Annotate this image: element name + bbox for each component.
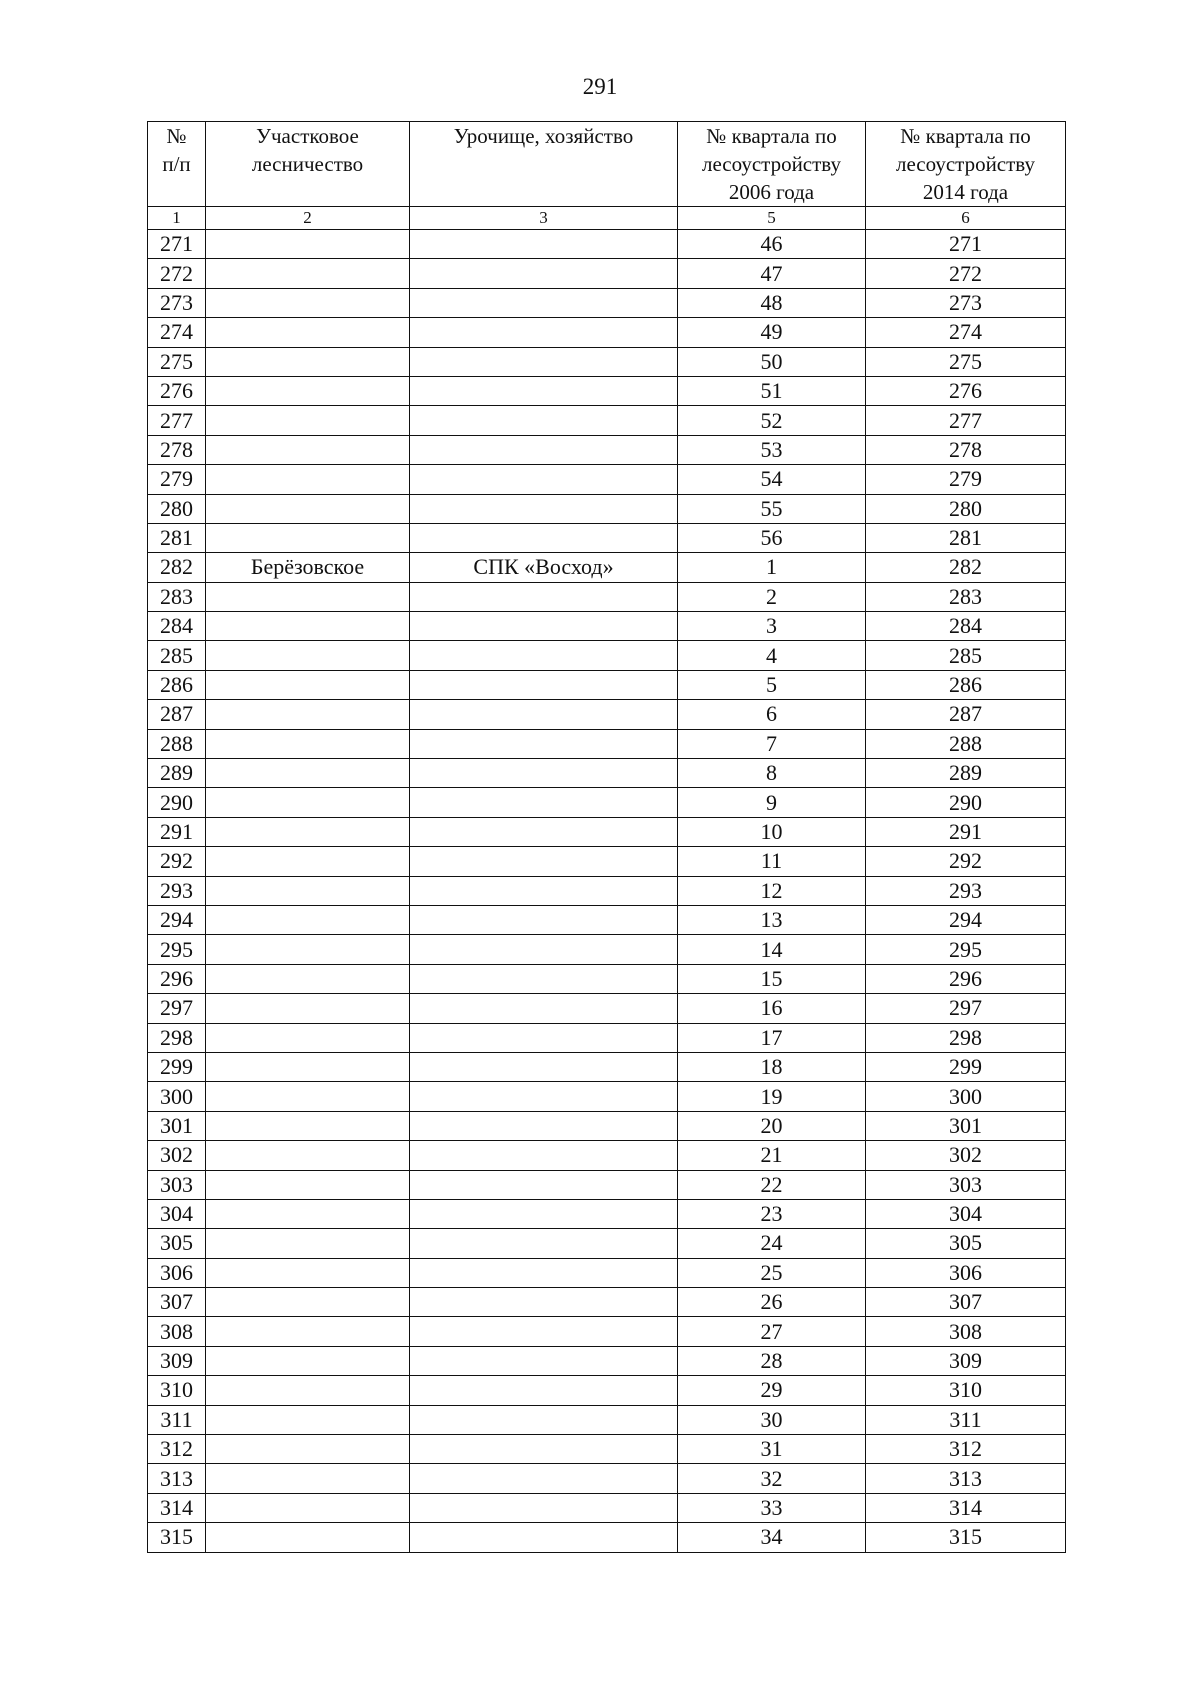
table-row — [148, 700, 1066, 729]
cell-tract — [410, 1199, 678, 1228]
cell-forestry — [206, 1346, 410, 1375]
header-cell-forestry: Участковое лесничество — [206, 122, 410, 207]
cell-tract — [410, 641, 678, 670]
cell-quarter-2006: 16 — [678, 994, 866, 1023]
cell-tract — [410, 1464, 678, 1493]
cell-number: 293 — [148, 876, 206, 905]
cell-quarter-2014: 277 — [866, 406, 1066, 435]
column-number: 5 — [678, 207, 866, 230]
cell-forestry — [206, 347, 410, 376]
cell-number: 295 — [148, 935, 206, 964]
column-number: 6 — [866, 207, 1066, 230]
table-row — [148, 788, 1066, 817]
table-row — [148, 376, 1066, 405]
cell-number: 302 — [148, 1141, 206, 1170]
cell-number: 292 — [148, 847, 206, 876]
quarter-table — [147, 121, 1066, 1553]
cell-quarter-2006: 3 — [678, 612, 866, 641]
cell-quarter-2006: 47 — [678, 259, 866, 288]
cell-tract — [410, 759, 678, 788]
cell-quarter-2014: 298 — [866, 1023, 1066, 1052]
cell-forestry — [206, 1170, 410, 1199]
cell-forestry — [206, 1199, 410, 1228]
cell-tract — [410, 1111, 678, 1140]
cell-quarter-2014: 310 — [866, 1376, 1066, 1405]
cell-forestry — [206, 700, 410, 729]
cell-number: 279 — [148, 465, 206, 494]
cell-forestry — [206, 964, 410, 993]
cell-number: 272 — [148, 259, 206, 288]
cell-quarter-2014: 291 — [866, 817, 1066, 846]
cell-quarter-2014: 299 — [866, 1052, 1066, 1081]
cell-tract — [410, 1258, 678, 1287]
cell-number: 288 — [148, 729, 206, 758]
cell-forestry — [206, 759, 410, 788]
cell-tract — [410, 523, 678, 552]
table-row — [148, 1141, 1066, 1170]
table-row — [148, 465, 1066, 494]
cell-number: 297 — [148, 994, 206, 1023]
cell-quarter-2014: 313 — [866, 1464, 1066, 1493]
cell-quarter-2014: 293 — [866, 876, 1066, 905]
cell-tract — [410, 494, 678, 523]
cell-number: 305 — [148, 1229, 206, 1258]
cell-quarter-2006: 34 — [678, 1523, 866, 1552]
cell-quarter-2006: 18 — [678, 1052, 866, 1081]
cell-quarter-2006: 7 — [678, 729, 866, 758]
cell-tract — [410, 1288, 678, 1317]
table-row — [148, 905, 1066, 934]
cell-tract — [410, 935, 678, 964]
cell-quarter-2006: 19 — [678, 1082, 866, 1111]
table-row — [148, 523, 1066, 552]
cell-tract — [410, 1376, 678, 1405]
cell-quarter-2014: 302 — [866, 1141, 1066, 1170]
cell-forestry — [206, 847, 410, 876]
cell-forestry — [206, 876, 410, 905]
cell-forestry — [206, 1052, 410, 1081]
table-row — [148, 876, 1066, 905]
cell-tract — [410, 1405, 678, 1434]
cell-tract — [410, 994, 678, 1023]
cell-quarter-2006: 53 — [678, 435, 866, 464]
cell-quarter-2006: 4 — [678, 641, 866, 670]
cell-forestry — [206, 1111, 410, 1140]
header-cell-tract: Урочище, хозяйство — [410, 122, 678, 207]
cell-quarter-2014: 315 — [866, 1523, 1066, 1552]
cell-quarter-2006: 22 — [678, 1170, 866, 1199]
cell-quarter-2014: 304 — [866, 1199, 1066, 1228]
table-row — [148, 1082, 1066, 1111]
cell-tract — [410, 700, 678, 729]
cell-forestry — [206, 376, 410, 405]
cell-quarter-2014: 292 — [866, 847, 1066, 876]
table-row — [148, 1111, 1066, 1140]
table-row — [148, 1288, 1066, 1317]
cell-quarter-2006: 20 — [678, 1111, 866, 1140]
cell-forestry — [206, 1023, 410, 1052]
cell-tract — [410, 1170, 678, 1199]
cell-forestry — [206, 1523, 410, 1552]
cell-tract — [410, 612, 678, 641]
cell-quarter-2006: 14 — [678, 935, 866, 964]
cell-tract — [410, 788, 678, 817]
cell-number: 314 — [148, 1493, 206, 1522]
table-row — [148, 817, 1066, 846]
cell-number: 286 — [148, 670, 206, 699]
cell-quarter-2014: 311 — [866, 1405, 1066, 1434]
cell-quarter-2006: 10 — [678, 817, 866, 846]
cell-forestry — [206, 788, 410, 817]
cell-number: 303 — [148, 1170, 206, 1199]
cell-number: 273 — [148, 288, 206, 317]
cell-number: 287 — [148, 700, 206, 729]
cell-quarter-2014: 274 — [866, 318, 1066, 347]
cell-quarter-2014: 281 — [866, 523, 1066, 552]
table-row — [148, 318, 1066, 347]
cell-tract — [410, 1023, 678, 1052]
table-header-row — [148, 122, 1066, 207]
cell-number: 282 — [148, 553, 206, 582]
cell-tract — [410, 1052, 678, 1081]
cell-quarter-2014: 295 — [866, 935, 1066, 964]
cell-tract — [410, 435, 678, 464]
cell-quarter-2014: 309 — [866, 1346, 1066, 1375]
cell-tract — [410, 318, 678, 347]
cell-quarter-2006: 6 — [678, 700, 866, 729]
cell-tract — [410, 1229, 678, 1258]
cell-quarter-2014: 290 — [866, 788, 1066, 817]
cell-quarter-2006: 56 — [678, 523, 866, 552]
cell-number: 315 — [148, 1523, 206, 1552]
cell-number: 309 — [148, 1346, 206, 1375]
cell-tract — [410, 905, 678, 934]
cell-number: 298 — [148, 1023, 206, 1052]
cell-tract — [410, 288, 678, 317]
cell-tract — [410, 1346, 678, 1375]
cell-quarter-2006: 29 — [678, 1376, 866, 1405]
cell-quarter-2014: 312 — [866, 1435, 1066, 1464]
cell-quarter-2006: 30 — [678, 1405, 866, 1434]
cell-quarter-2014: 279 — [866, 465, 1066, 494]
table-row — [148, 1493, 1066, 1522]
cell-number: 271 — [148, 230, 206, 259]
header-cell-quarter-2006: № квартала по лесоустройству 2006 года — [678, 122, 866, 207]
cell-tract — [410, 670, 678, 699]
cell-quarter-2006: 25 — [678, 1258, 866, 1287]
cell-quarter-2006: 52 — [678, 406, 866, 435]
cell-forestry — [206, 817, 410, 846]
cell-number: 300 — [148, 1082, 206, 1111]
cell-quarter-2006: 24 — [678, 1229, 866, 1258]
cell-number: 289 — [148, 759, 206, 788]
table-row — [148, 1258, 1066, 1287]
cell-quarter-2006: 17 — [678, 1023, 866, 1052]
table-row — [148, 1199, 1066, 1228]
cell-number: 290 — [148, 788, 206, 817]
cell-number: 301 — [148, 1111, 206, 1140]
cell-forestry — [206, 406, 410, 435]
cell-forestry — [206, 318, 410, 347]
cell-tract — [410, 582, 678, 611]
cell-tract — [410, 376, 678, 405]
cell-forestry — [206, 935, 410, 964]
cell-number: 296 — [148, 964, 206, 993]
cell-quarter-2006: 2 — [678, 582, 866, 611]
cell-quarter-2014: 273 — [866, 288, 1066, 317]
cell-tract — [410, 347, 678, 376]
cell-quarter-2014: 286 — [866, 670, 1066, 699]
cell-forestry — [206, 523, 410, 552]
cell-quarter-2014: 303 — [866, 1170, 1066, 1199]
cell-quarter-2014: 289 — [866, 759, 1066, 788]
cell-quarter-2006: 1 — [678, 553, 866, 582]
cell-quarter-2006: 5 — [678, 670, 866, 699]
table-row — [148, 259, 1066, 288]
cell-quarter-2014: 272 — [866, 259, 1066, 288]
cell-quarter-2006: 15 — [678, 964, 866, 993]
cell-forestry — [206, 1258, 410, 1287]
cell-forestry — [206, 259, 410, 288]
cell-forestry — [206, 1435, 410, 1464]
cell-quarter-2006: 51 — [678, 376, 866, 405]
cell-quarter-2014: 314 — [866, 1493, 1066, 1522]
cell-forestry — [206, 1493, 410, 1522]
table-row — [148, 1464, 1066, 1493]
cell-forestry — [206, 1317, 410, 1346]
cell-number: 275 — [148, 347, 206, 376]
cell-quarter-2014: 285 — [866, 641, 1066, 670]
cell-quarter-2006: 32 — [678, 1464, 866, 1493]
table-row — [148, 964, 1066, 993]
cell-forestry — [206, 905, 410, 934]
cell-tract — [410, 230, 678, 259]
cell-tract — [410, 847, 678, 876]
cell-quarter-2006: 26 — [678, 1288, 866, 1317]
header-cell-number: № п/п — [148, 122, 206, 207]
cell-number: 278 — [148, 435, 206, 464]
table-row — [148, 729, 1066, 758]
table-row — [148, 1317, 1066, 1346]
cell-quarter-2014: 288 — [866, 729, 1066, 758]
table-row — [148, 347, 1066, 376]
cell-quarter-2006: 28 — [678, 1346, 866, 1375]
cell-tract — [410, 1141, 678, 1170]
cell-quarter-2014: 308 — [866, 1317, 1066, 1346]
cell-tract — [410, 465, 678, 494]
table-row — [148, 641, 1066, 670]
cell-number: 291 — [148, 817, 206, 846]
cell-quarter-2006: 54 — [678, 465, 866, 494]
table-row — [148, 935, 1066, 964]
table-row — [148, 1023, 1066, 1052]
cell-forestry — [206, 670, 410, 699]
cell-quarter-2014: 287 — [866, 700, 1066, 729]
table-row — [148, 1170, 1066, 1199]
cell-forestry — [206, 435, 410, 464]
cell-number: 306 — [148, 1258, 206, 1287]
cell-tract — [410, 259, 678, 288]
cell-quarter-2014: 307 — [866, 1288, 1066, 1317]
cell-forestry — [206, 1464, 410, 1493]
cell-quarter-2006: 33 — [678, 1493, 866, 1522]
cell-forestry — [206, 494, 410, 523]
table-row — [148, 1052, 1066, 1081]
cell-forestry — [206, 1288, 410, 1317]
cell-number: 276 — [148, 376, 206, 405]
page-number: 291 — [582, 74, 618, 99]
cell-quarter-2006: 46 — [678, 230, 866, 259]
cell-quarter-2014: 283 — [866, 582, 1066, 611]
cell-forestry: Берёзовское — [206, 553, 410, 582]
cell-forestry — [206, 1229, 410, 1258]
cell-forestry — [206, 288, 410, 317]
cell-forestry — [206, 729, 410, 758]
cell-tract — [410, 964, 678, 993]
column-number-row — [148, 207, 1066, 230]
cell-quarter-2014: 294 — [866, 905, 1066, 934]
cell-quarter-2006: 21 — [678, 1141, 866, 1170]
cell-quarter-2006: 27 — [678, 1317, 866, 1346]
column-number: 2 — [206, 207, 410, 230]
cell-quarter-2014: 276 — [866, 376, 1066, 405]
cell-forestry — [206, 612, 410, 641]
table-row — [148, 1523, 1066, 1552]
cell-quarter-2014: 297 — [866, 994, 1066, 1023]
cell-number: 307 — [148, 1288, 206, 1317]
cell-tract — [410, 1523, 678, 1552]
cell-quarter-2014: 282 — [866, 553, 1066, 582]
cell-tract: СПК «Восход» — [410, 553, 678, 582]
cell-number: 281 — [148, 523, 206, 552]
cell-number: 274 — [148, 318, 206, 347]
table-row — [148, 847, 1066, 876]
table-row — [148, 553, 1066, 582]
cell-forestry — [206, 465, 410, 494]
cell-tract — [410, 817, 678, 846]
cell-forestry — [206, 1141, 410, 1170]
table-row — [148, 1229, 1066, 1258]
table-row — [148, 612, 1066, 641]
cell-quarter-2014: 296 — [866, 964, 1066, 993]
cell-quarter-2006: 31 — [678, 1435, 866, 1464]
header-cell-quarter-2014: № квартала по лесоустройству 2014 года — [866, 122, 1066, 207]
table-row — [148, 288, 1066, 317]
cell-quarter-2006: 9 — [678, 788, 866, 817]
cell-number: 310 — [148, 1376, 206, 1405]
cell-number: 283 — [148, 582, 206, 611]
cell-forestry — [206, 230, 410, 259]
column-number: 1 — [148, 207, 206, 230]
cell-quarter-2006: 55 — [678, 494, 866, 523]
cell-quarter-2006: 11 — [678, 847, 866, 876]
cell-forestry — [206, 994, 410, 1023]
cell-forestry — [206, 582, 410, 611]
table-body — [148, 230, 1066, 1553]
cell-tract — [410, 876, 678, 905]
table-row — [148, 670, 1066, 699]
table-row — [148, 759, 1066, 788]
cell-quarter-2006: 50 — [678, 347, 866, 376]
cell-forestry — [206, 1082, 410, 1111]
cell-quarter-2014: 271 — [866, 230, 1066, 259]
cell-quarter-2014: 278 — [866, 435, 1066, 464]
table-row — [148, 230, 1066, 259]
cell-number: 308 — [148, 1317, 206, 1346]
cell-quarter-2006: 49 — [678, 318, 866, 347]
cell-number: 312 — [148, 1435, 206, 1464]
cell-quarter-2014: 306 — [866, 1258, 1066, 1287]
cell-number: 294 — [148, 905, 206, 934]
cell-quarter-2014: 305 — [866, 1229, 1066, 1258]
cell-tract — [410, 729, 678, 758]
table-row — [148, 1346, 1066, 1375]
cell-number: 280 — [148, 494, 206, 523]
table-row — [148, 1435, 1066, 1464]
cell-forestry — [206, 641, 410, 670]
cell-number: 299 — [148, 1052, 206, 1081]
cell-number: 284 — [148, 612, 206, 641]
cell-quarter-2006: 12 — [678, 876, 866, 905]
cell-quarter-2014: 284 — [866, 612, 1066, 641]
cell-number: 313 — [148, 1464, 206, 1493]
cell-quarter-2014: 300 — [866, 1082, 1066, 1111]
table-row — [148, 582, 1066, 611]
cell-tract — [410, 1493, 678, 1522]
cell-number: 285 — [148, 641, 206, 670]
cell-quarter-2006: 8 — [678, 759, 866, 788]
table-row — [148, 494, 1066, 523]
table-row — [148, 1405, 1066, 1434]
table-row — [148, 1376, 1066, 1405]
cell-quarter-2014: 275 — [866, 347, 1066, 376]
cell-quarter-2014: 301 — [866, 1111, 1066, 1140]
table-row — [148, 994, 1066, 1023]
cell-quarter-2006: 23 — [678, 1199, 866, 1228]
cell-tract — [410, 1435, 678, 1464]
cell-forestry — [206, 1376, 410, 1405]
cell-number: 277 — [148, 406, 206, 435]
column-number: 3 — [410, 207, 678, 230]
cell-number: 311 — [148, 1405, 206, 1434]
table-row — [148, 406, 1066, 435]
cell-quarter-2014: 280 — [866, 494, 1066, 523]
cell-forestry — [206, 1405, 410, 1434]
cell-tract — [410, 1317, 678, 1346]
cell-number: 304 — [148, 1199, 206, 1228]
cell-tract — [410, 1082, 678, 1111]
cell-tract — [410, 406, 678, 435]
cell-quarter-2006: 13 — [678, 905, 866, 934]
cell-quarter-2006: 48 — [678, 288, 866, 317]
table-row — [148, 435, 1066, 464]
